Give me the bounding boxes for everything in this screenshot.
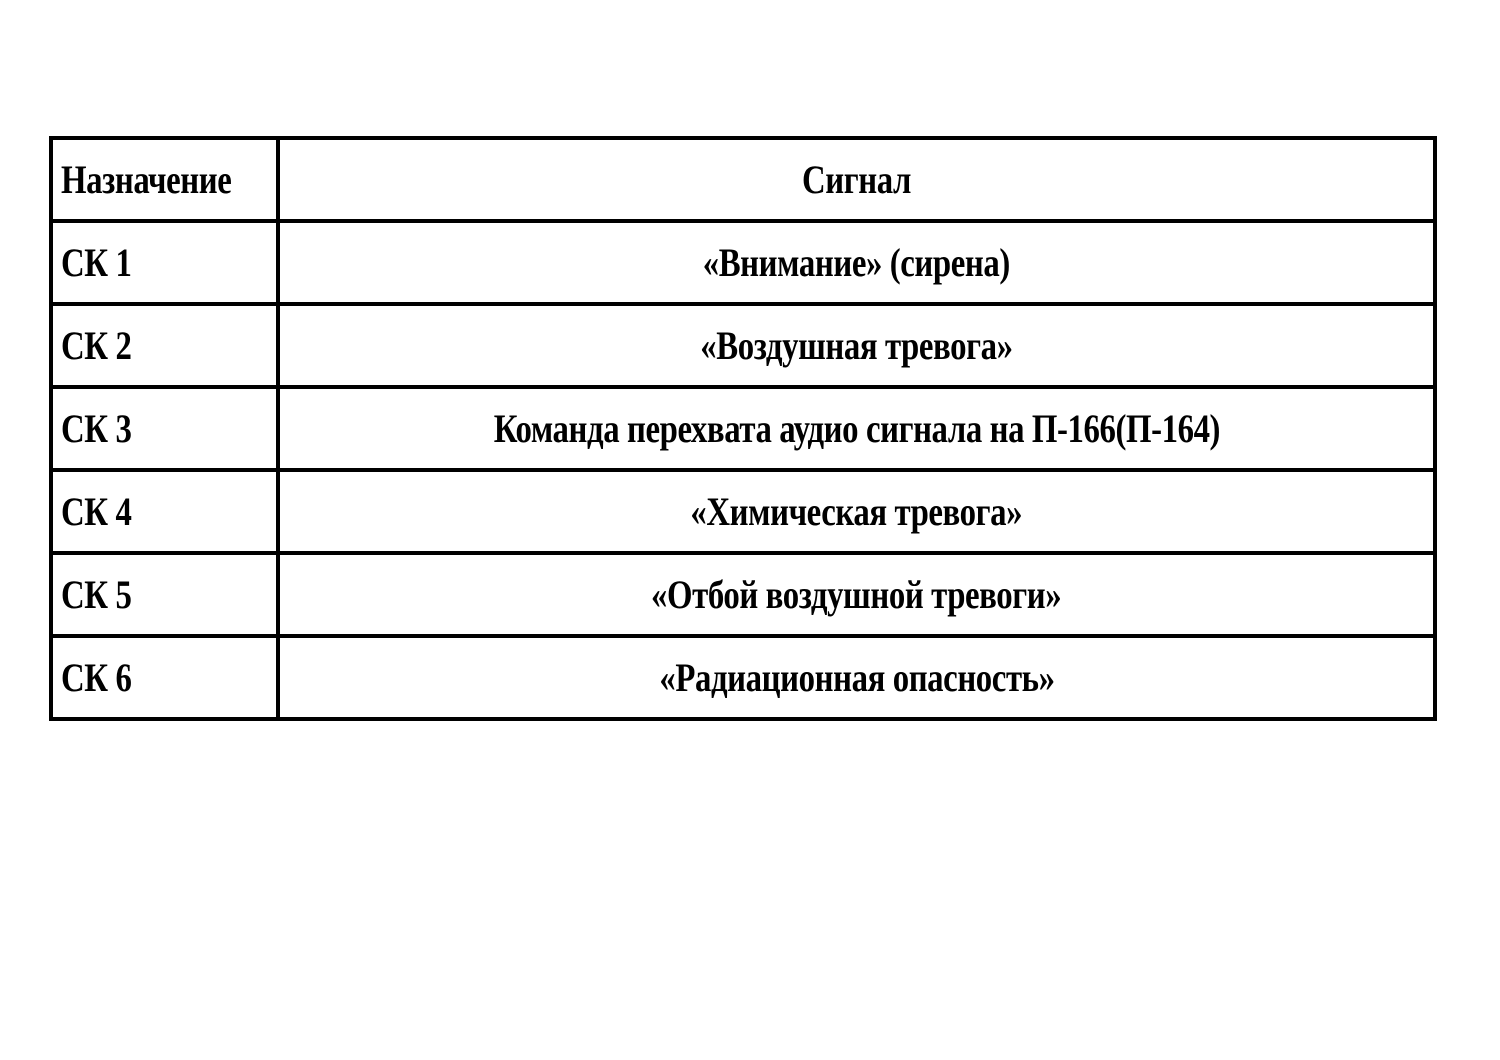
header-signal-label: Сигнал — [801, 156, 912, 202]
signal-cell — [278, 553, 1435, 636]
header-signal — [278, 138, 1435, 221]
signal-label: «Внимание» (сирена) — [702, 239, 1011, 285]
signal-label: «Радиационная опасность» — [658, 654, 1055, 700]
table-row — [51, 221, 1435, 304]
table-header-row — [51, 138, 1435, 221]
signal-label: «Отбой воздушной тревоги» — [651, 571, 1062, 617]
assignment-cell — [51, 470, 278, 553]
assignment-label: СК 2 — [61, 322, 132, 368]
header-assignment-label: Назначение — [61, 156, 232, 202]
assignment-label: СК 6 — [61, 654, 132, 700]
signal-cell — [278, 636, 1435, 719]
assignment-cell — [51, 553, 278, 636]
signal-cell — [278, 470, 1435, 553]
assignment-cell — [51, 636, 278, 719]
table-row — [51, 470, 1435, 553]
assignment-cell — [51, 387, 278, 470]
signal-label: «Воздушная тревога» — [700, 322, 1013, 368]
signal-cell — [278, 221, 1435, 304]
table-row — [51, 553, 1435, 636]
table-row — [51, 304, 1435, 387]
assignment-cell — [51, 221, 278, 304]
table-row — [51, 636, 1435, 719]
assignment-label: СК 3 — [61, 405, 132, 451]
signal-label: Команда перехвата аудио сигнала на П-166(П-164) — [493, 405, 1220, 451]
assignment-cell — [51, 304, 278, 387]
assignment-label: СК 4 — [61, 488, 132, 534]
assignment-label: СК 1 — [61, 239, 132, 285]
header-assignment — [51, 138, 278, 221]
signal-table — [49, 136, 1437, 721]
assignment-label: СК 5 — [61, 571, 132, 617]
signal-label: «Химическая тревога» — [690, 488, 1023, 534]
signal-cell — [278, 387, 1435, 470]
table-row — [51, 387, 1435, 470]
signal-cell — [278, 304, 1435, 387]
